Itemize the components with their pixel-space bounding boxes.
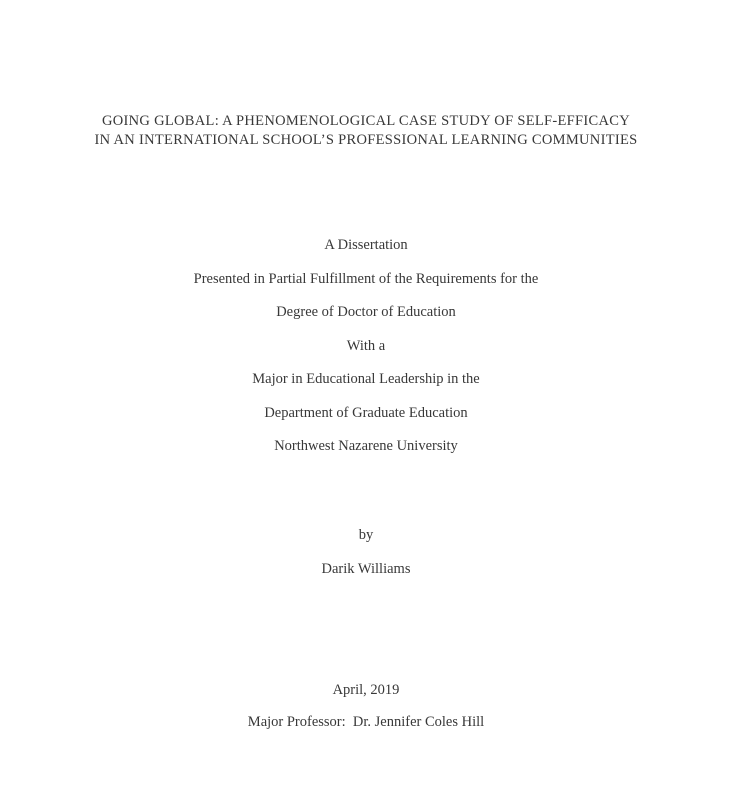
statement-line-university: Northwest Nazarene University [274,438,458,454]
statement-line-presented: Presented in Partial Fulfillment of the Requirements for the [193,270,539,287]
by-label: by [358,527,374,543]
dissertation-title [0,112,732,149]
statement-line-degree: Degree of Doctor of Education [276,304,456,320]
publication-date: April, 2019 [332,682,400,698]
author-name: Darik Williams [321,560,411,577]
title-line-2: IN AN INTERNATIONAL SCHOOL’S PROFESSIONAL LEARNING COMMUNITIES [94,131,638,148]
statement-line-department: Department of Graduate Education [264,404,468,421]
statement-line-dissertation: A Dissertation [324,237,408,253]
dissertation-statement [0,229,732,464]
author-section [0,519,732,586]
statement-line-major: Major in Educational Leadership in the [252,371,480,387]
major-professor: Major Professor: Dr. Jennifer Coles Hill [247,713,485,730]
footer-section [0,675,732,738]
title-line-1: GOING GLOBAL: A PHENOMENOLOGICAL CASE STUDY OF SELF-EFFICACY [101,113,631,129]
statement-line-with-a: With a [346,337,386,354]
